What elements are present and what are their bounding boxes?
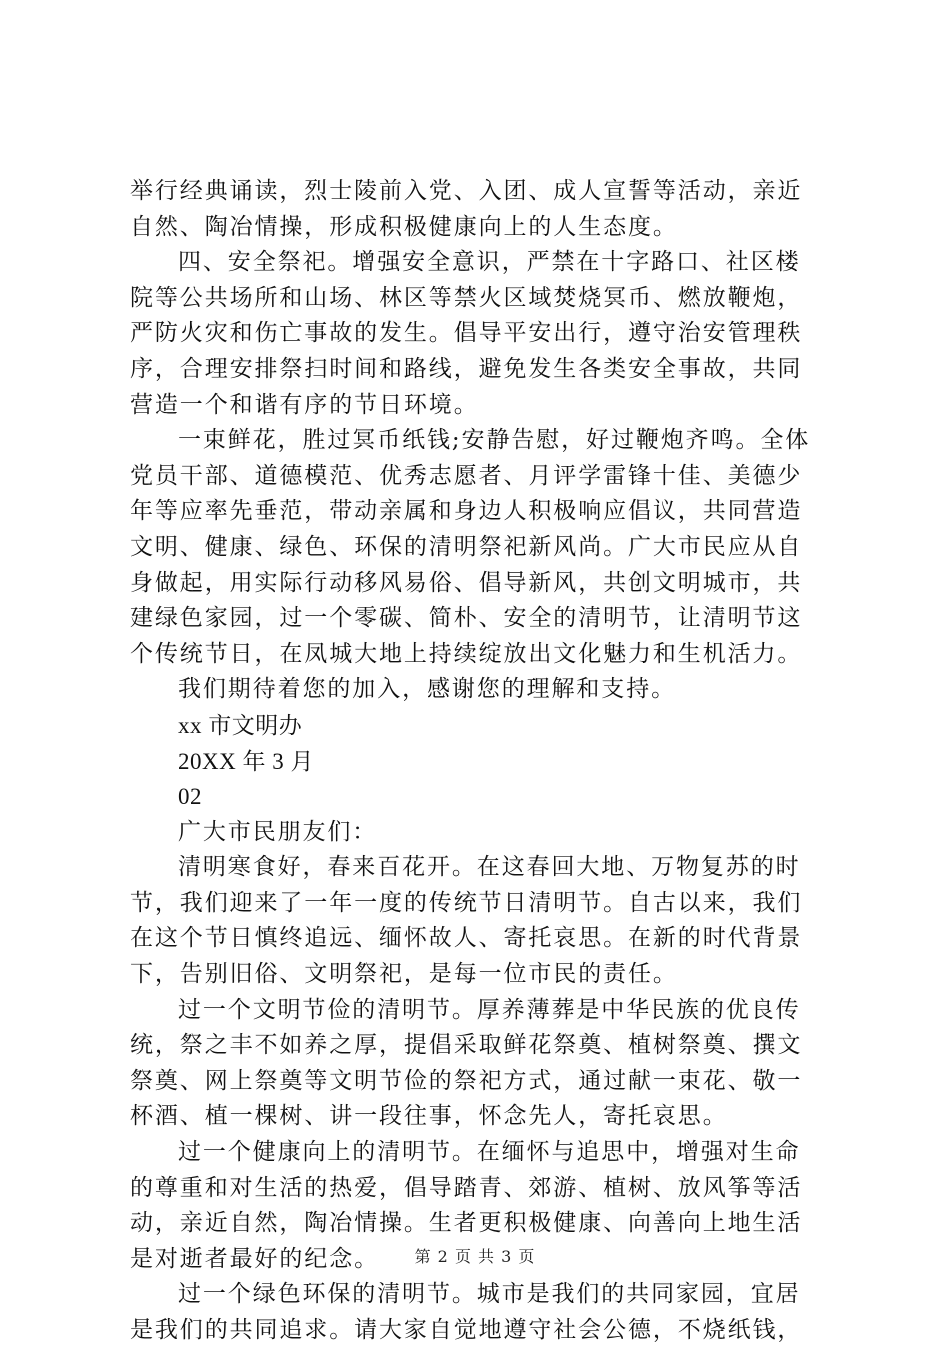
text-line: 严防火灾和伤亡事故的发生。倡导平安出行，遵守治安管理秩 [130,320,803,347]
text-line: 年等应率先垂范，带动亲属和身边人积极响应倡议，共同营造 [130,498,803,525]
text-line: 过一个文明节俭的清明节。厚养薄葬是中华民族的优良传 [178,996,801,1023]
text-line: 的尊重和对生活的热爱，倡导踏青、郊游、植树、放风筝等活 [130,1174,803,1201]
text-line: 祭奠、网上祭奠等文明节俭的祭祀方式，通过献一束花、敬一 [130,1067,803,1094]
text-line: 下，告别旧俗、文明祭祀，是每一位市民的责任。 [130,961,678,988]
text-line: 建绿色家园，过一个零碳、简朴、安全的清明节，让清明节这 [130,605,803,632]
text-line: 杯酒、植一棵树、讲一段往事，怀念先人，寄托哀思。 [130,1103,728,1130]
text-line: 党员干部、道德模范、优秀志愿者、月评学雷锋十佳、美德少 [130,462,803,489]
text-line: 02 [178,784,202,810]
text-line: 序，合理安排祭扫时间和路线，避免发生各类安全事故，共同 [130,355,803,382]
text-line: 营造一个和谐有序的节日环境。 [130,391,479,418]
text-line: 过一个健康向上的清明节。在缅怀与追思中，增强对生命 [178,1139,801,1166]
text-line: 节，我们迎来了一年一度的传统节日清明节。自古以来，我们 [130,889,803,916]
text-line: 我们期待着您的加入，感谢您的理解和支持。 [178,676,676,703]
text-line: 文明、健康、绿色、环保的清明祭祀新风尚。广大市民应从自 [130,533,803,560]
text-line: 院等公共场所和山场、林区等禁火区域焚烧冥币、燃放鞭炮， [130,284,803,311]
text-line: 清明寒食好，春来百花开。在这春回大地、万物复苏的时 [178,854,801,881]
text-line: xx 市文明办 [178,712,303,738]
text-line: 过一个绿色环保的清明节。城市是我们的共同家园，宜居 [178,1281,801,1308]
text-line: 身做起，用实际行动移风易俗、倡导新风，共创文明城市，共 [130,569,803,596]
text-line: 个传统节日，在凤城大地上持续绽放出文化魅力和生机活力。 [130,640,803,667]
text-line: 广大市民朋友们： [178,818,378,845]
text-line: 是对逝者最好的纪念。 [130,1245,379,1272]
text-line: 自然、陶冶情操，形成积极健康向上的人生态度。 [130,213,678,240]
text-line: 举行经典诵读，烈士陵前入党、入团、成人宣誓等活动，亲近 [130,178,803,204]
text-line: 四、安全祭祀。增强安全意识，严禁在十字路口、社区楼 [178,249,801,276]
text-line: 在这个节日慎终追远、缅怀故人、寄托哀思。在新的时代背景 [130,925,803,952]
page-footer: 第 2 页 共 3 页 [414,1247,536,1266]
text-line: 是我们的共同追求。请大家自觉地遵守社会公德，不烧纸钱， [130,1317,803,1343]
text-line: 统，祭之丰不如养之厚，提倡采取鲜花祭奠、植树祭奠、撰文 [130,1032,803,1059]
document-body [130,174,830,1349]
text-line: 动，亲近自然，陶冶情操。生者更积极健康、向善向上地生活 [130,1210,803,1237]
text-line: 20XX 年 3 月 [178,748,314,774]
text-line: 一束鲜花，胜过冥币纸钱;安静告慰，好过鞭炮齐鸣。全体 [178,427,811,454]
